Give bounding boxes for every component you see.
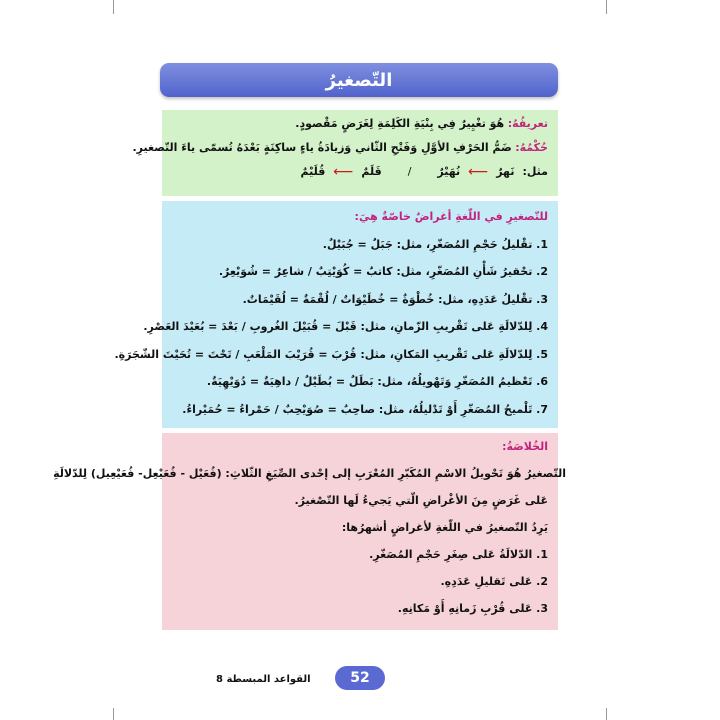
- section-title-bar: [160, 63, 558, 97]
- page-number-badge: [335, 666, 385, 690]
- example-label: مثل:: [522, 165, 548, 178]
- summary-paragraph: عَلى غَرَضٍ مِنَ الأغْراضِ الّتي يَجيءُ لَها التّصْغيرُ.: [294, 494, 548, 507]
- purpose-item: 3. تقْليلُ عَدَدِهِ، مثل: خُطْوَةٌ = خُطَيْوَاتٌ / لُقْمَةٌ = لُقَيْمَاتٌ.: [242, 292, 548, 306]
- arrow-left-icon: ⟵: [468, 163, 489, 180]
- purpose-item: 6. تَعْظيمُ المُصَغّرِ وَتَهْويلُهُ، مثل: بَطَلٌ = بُطَيْلٌ / داهِيَةٌ = دُوَيْهِيَةٌ.: [206, 375, 548, 388]
- page-title: التّصغيرُ: [325, 69, 393, 91]
- definition-box: [132, 110, 558, 196]
- rule-label: حُكْمُهُ:: [515, 141, 548, 154]
- summary-item: 2. عَلى تَقليلِ عَدَدِهِ.: [440, 575, 548, 588]
- purpose-item: 4. لِلدّلالَةِ عَلى تَقْريبِ الزّمانِ، مثل: قَبْلَ = قُبَيْلَ الغُروبِ / بَعْدَ = بُعَيْدَ العَصْرِ.: [143, 320, 548, 333]
- example2-to: قُلَيْمٌ: [300, 165, 326, 178]
- rule-text: ضَمُّ الحَرْفِ الأوَّلِ وَفَتْحِ الثّاني وَزيادَةُ ياءٍ ساكِنَةٍ بَعْدَهُ تُسمّى ياءَ التّصغيرِ.: [132, 141, 512, 154]
- purpose-item: 7. تَلْميحُ المُصَغّرِ أَوْ تَدْليلُهُ، مثل: صاحِبٌ = صُوَيْحِبٌ / حَمْراءُ = حُمَيْراءُ.: [182, 402, 548, 416]
- example-separator: /: [407, 165, 412, 178]
- crop-mark-top-right: [606, 0, 607, 14]
- rule-line: [132, 140, 548, 155]
- summary-paragraph: التّصغيرُ هُوَ تَحْويلُ الاسْمِ المُكَبّرِ المُعْرَبِ إلى إحْدى الصِّيَغِ الثّلاثِ: (فُعَيْل - فُعَيْعِل- فُعَيْعِيل) لِلدّلالَةِ: [53, 467, 566, 480]
- purpose-item: 5. لِلدّلالَةِ عَلى تَقْريبِ المَكانِ، مثل: قُرْبَ = قُرَيْبَ المَلْعَبِ / تَحْتَ = تُحَيْتَ الشّجَرَةِ.: [114, 347, 548, 361]
- purpose-item: 2. تحْقيرُ شَأْنِ المُصَغّرِ، مثل: كاتبٌ = كُوَيْتِبٌ / شاعِرٌ = شُوَيْعِرٌ.: [218, 265, 548, 278]
- crop-mark-bottom-right: [606, 708, 607, 720]
- page-number: 52: [350, 670, 370, 686]
- example1-to: نُهَيْرٌ: [437, 165, 461, 178]
- footer-book-title: القواعد المبسطة 8: [216, 674, 311, 685]
- example2-from: قَلَمٌ: [361, 165, 382, 178]
- purpose-item: 1. تقْليلُ حَجْمِ المُصَغّرِ، مثل: جَبَلٌ = جُبَيْلٌ.: [322, 237, 548, 251]
- summary-paragraph: يَرِدُ التّصغيرُ في اللّغةِ لأغراضٍ أشهرُها:: [341, 521, 548, 534]
- summary-heading: الخُلاصَةُ:: [502, 440, 548, 453]
- definition-line: [172, 116, 548, 131]
- definition-text: هُوَ تغْيِيرٌ فِي بِنْيَةِ الكَلِمَةِ لِغَرَضٍ مَقْصودٍ.: [295, 117, 505, 130]
- example-line: [172, 164, 548, 179]
- definition-label: تعريفُهُ:: [507, 117, 548, 130]
- crop-mark-bottom-left: [113, 708, 114, 720]
- arrow-left-icon: ⟵: [333, 163, 354, 180]
- summary-box: [53, 433, 566, 630]
- summary-item: 1. الدّلالَةُ عَلى صِغَرِ حَجْمِ المُصَغّرِ.: [369, 548, 548, 561]
- purposes-heading: للتّصغيرِ في اللّغةِ أغراضٌ خاصّةٌ هِيَ:: [354, 210, 548, 223]
- summary-item: 3. عَلى قُرْبِ زَمانِهِ أَوْ مَكانِهِ.: [397, 602, 548, 615]
- example1-from: نَهرٌ: [496, 165, 515, 178]
- crop-mark-top-left: [113, 0, 114, 14]
- purposes-box: [114, 201, 558, 428]
